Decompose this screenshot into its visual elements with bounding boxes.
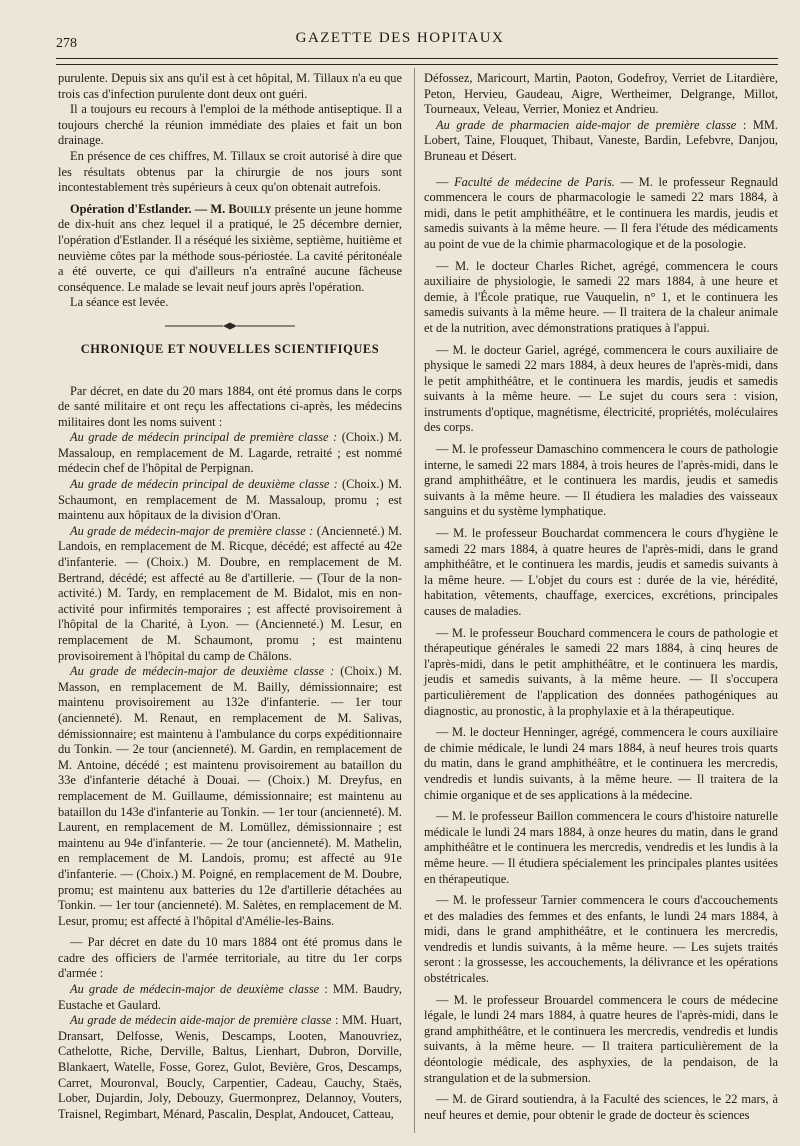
grade-label: Au grade de médecin principal de première classe : [70, 430, 338, 445]
grade-text: (Ancienneté.) M. Landois, en remplacement de M. Ricque, décédé; est affecté au 42e d'infanterie. — (Choix.) M. Doubre, en remplacement de M. Bertrand, décédé; est affecté au 8e d'artillerie. — (Tour de la non-activité.) M. Tardy, en remplacement de M. Bidalot, mis en non-activité pour infirmités temporaires ; est affecté provisoirement à l'hôpital de la Charité, à Lyon. — (Ancienneté.) M. Lesur, en remplacement de M. Schaumont, promu ; est maintenu provisoirement à l'hôpital du camp de Châlons. [58, 523, 402, 663]
paragraph-antiseptic: Il a toujours eu recours à l'emploi de la méthode antiseptique. Il a toujours cherché la réunion immédiate des plaies et fait un bon drainage. [58, 102, 402, 148]
grade-label: Au grade de médecin-major de première classe : [70, 523, 314, 538]
course-bouchard: — M. le professeur Bouchard commencera le cours de pathologie et thérapeutique générales le samedi 22 mars 1884, à cinq heures de l'après-midi, dans le petit amphithéâtre, et le continuera les mardis, jeudis et samedis suivants, à la même heure. — Il s'occupera particulièrement de l'application des données pathogéniques au diagnostic, au pronostic, à la prophylaxie et à la thérapeutique. [424, 625, 778, 718]
grade-text: : MM. Baudry, Eustache et Gaulard. [58, 982, 403, 1012]
header-rule-top [56, 58, 778, 59]
grade-label: Au grade de médecin-major de deuxième classe : [70, 664, 335, 679]
grade-text: (Choix.) M. Masson, en remplacement de M. Bailly, démissionnaire; est maintenu provisoirement au 132e d'infanterie. — 1er tour (ancienneté). M. Renaut, en remplacement de M. Salivas, démissionnaire; est maintenu à l'ambulance du corps expéditionnaire du Tonkin. — 2e tour (ancienneté). M. Gardin, en remplacement de M. Antoine, décédé ; est maintenu provisoirement au bataillon du 33e d'infanterie détaché à Douai. — (Choix.) M. Dreyfus, en remplacement de M. Guillaume, démissionnaire; est maintenu au bataillon du 143e d'infanterie au Tonkin. — 1er tour (ancienneté). M. Laurent, en remplacement de M. Lomüllez, démissionnaire ; est maintenu au 94e d'infanterie. — 2e tour (ancienneté). M. Mathelin, en remplacement de M. Landois, promu; est affecté au 91e d'infanterie. — (Choix.) M. Poigné, en remplacement de M. Doubre, promu; est maintenu aux batteries du 12e d'artillerie détachées au Tonkin. — 1er tour (ancienneté). M. Salètes, en remplacement de M. Lesur, promu; est affecté à l'hôpital d'Amélie-les-Bains. [58, 664, 402, 928]
course-richet: — M. le docteur Charles Richet, agrégé, commencera le cours auxiliaire de physiologie, le samedi 22 mars 1884, à une heure et demie, à l'École pratique, rue Vauquelin, n° 1, et le continuera les samedis suivants à la même heure. — Il traitera de la chaleur animale et de la nutrition, avec démonstrations pratiques à l'appui. [424, 258, 778, 335]
header-rule-bottom [56, 64, 778, 65]
session-closed: La séance est levée. [70, 295, 169, 310]
right-column [424, 71, 778, 1123]
section-title: CHRONIQUE ET NOUVELLES SCIENTIFIQUES [80, 341, 380, 356]
paragraph-tillaux-results: purulente. Depuis six ans qu'il est à cet hôpital, M. Tillaux n'a eu que trois cas d'infection purulente dont deux ont guéri. [58, 71, 402, 101]
running-title: GAZETTE DES HOPITAUX [295, 30, 505, 46]
course-damaschino: — M. le professeur Damaschino commencera le cours de pathologie interne, le samedi 22 mars 1884, à trois heures de l'après-midi, dans le grand amphithéâtre, et le continuera les mardis, jeudis et samedis suivants à la même heure. — Il étudiera les maladies des vaisseaux sanguins et du système lymphatique. [424, 442, 778, 519]
course-gariel: — M. le docteur Gariel, agrégé, commencera le cours auxiliaire de physique le samedi 22 mars 1884, à deux heures de l'après-midi, dans le petit amphithéâtre, et le continuera les mardis, jeudis et samedis suivants à la même heure. — Le sujet du cours sera : vision, instruments d'optique, magnétisme, électricité, propriétés, moléculaires des corps. [424, 342, 778, 435]
thesis-girard: — M. de Girard soutiendra, à la Faculté des sciences, le 22 mars, à neuf heures et demie, pour obtenir le grade de docteur ès sciences [424, 1092, 778, 1122]
paragraph-estlander [58, 202, 402, 296]
grade-text: : MM. Huart, Dransart, Delfosse, Wenis, Descamps, Looten, Manouvriez, Cathelotte, Riche, Derville, Baltus, Lienhart, Dubron, Dorville, Blankaert, Watelle, Fosse, Gorez, Gulot, Bevière, Gros, Descamps, Carret, Mouronval, Boucly, Carpentier, Cadeau, Cauchy, Staës, Lober, Dujardin, Joly, Debouzy, Guermonprez, Delannoy, Vouters, Traisnel, Regimbart, Ménard, Pascalin, Desplat, Andoucet, Catteau, [58, 1013, 402, 1121]
course-baillon: — M. le professeur Baillon commencera le cours d'histoire naturelle médicale le lundi 24 mars 1884, à onze heures du matin, dans le grand amphithéâtre et le continuera les mercredis, vendredis et les lundis à la même heure. — Il étudiera spécialement les principales plantes usitées en thérapeutique. [424, 809, 778, 886]
faculty-notice: — Faculté de médecine de Paris. — M. le professeur Regnauld commencera le cours de pharmacologie le samedi 22 mars 1884, à midi, dans le petit amphithéâtre, et le continuera les mardis, jeudis et samedis suivants à la même heure. — Il fera l'étude des médicaments au point de vue de la chimie pharmacologique et de la posologie. [424, 174, 778, 251]
estlander-author: — M. Bouilly [194, 201, 272, 216]
names-continued: Défossez, Maricourt, Martin, Paoton, Godefroy, Verriet de Litardière, Peton, Hervieu, Gaudeau, Aigre, Wertheimer, Delgrange, Millot, Tourneaux, Veleau, Verrier, Moniez et Andrieu. [424, 71, 778, 117]
paragraph-conclusion: En présence de ces chiffres, M. Tillaux se croit autorisé à dire que les résultats obtenus par la chirurgie de nos jours sont incontestablement très supérieurs à ceux qu'on obtenait autrefois. [58, 148, 402, 195]
grade-label: Au grade de médecin-major de deuxième classe [70, 982, 320, 997]
page-number: 278 [56, 36, 77, 51]
course-brouardel: — M. le professeur Brouardel commencera le cours de médecine légale, le lundi 24 mars 1884, à quatre heures de l'après-midi, dans le grand amphithéâtre, et le continuera les mercredis, vendredis et lundis suivants, à la même heure. — Il traitera particulièrement de la déontologie médicale, des asphyxies, de la pendaison, de la strangulation et de la submersion. [424, 992, 778, 1085]
grade-pharmacist [424, 118, 778, 165]
grade-major-second [58, 664, 402, 929]
column-divider [414, 68, 415, 1133]
grade-principal-second [58, 477, 402, 524]
grade-label: Au grade de médecin aide-major de première classe [70, 1013, 332, 1028]
grade-text: (Choix.) M. Schaumont, en remplacement de M. Massaloup, promu ; est maintenu aux hôpitaux de la division d'Oran. [58, 477, 402, 523]
decree-territorial: — Par décret en date du 10 mars 1884 ont été promus dans le cadre des officiers de l'armée territoriale, au titre du 1er corps d'armée : [58, 935, 402, 981]
faculty-heading: Faculté de médecine de Paris. [454, 174, 615, 189]
grade-text: (Choix.) M. Massaloup, en remplacement de M. Lagarde, retraité ; est nommé médecin chef de l'hôpital de Perpignan. [58, 430, 402, 476]
faculty-text: — M. le professeur Regnauld commencera le cours de pharmacologie le samedi 22 mars 1884, à midi, dans le petit amphithéâtre, et le continuera les mardis, jeudis et samedis suivants à la même heure. — Il fera l'étude des médicaments au point de vue de la chimie pharmacologique et de la posologie. [424, 174, 778, 251]
grade-territorial-major [58, 982, 402, 1013]
course-henninger: — M. le docteur Henninger, agrégé, commencera le cours auxiliaire de chimie médicale, le lundi 24 mars 1884, à neuf heures trois quarts du matin, dans le grand amphithéâtre, et le continuera les mercredis, vendredis et lundis suivants, à la même heure. — Il traitera de la chimie organique et de ses applications à la médecine. [424, 725, 778, 802]
estlander-text: présente un jeune homme de dix-huit ans chez lequel il a pratiqué, le 25 décembre dernier, l'opération d'Estlander. Il a réséqué les sixième, septième, huitième et neuvième côtes par la méthode sous-périostée. La cavité péritonéale a été ouverte, ce qui d'ailleurs n'a entraîné aucune fâcheuse conséquence. Le malade se levait neuf jours après l'opération. [58, 201, 402, 294]
grade-principal-first [58, 430, 402, 477]
left-column [58, 71, 402, 1122]
estlander-heading: Opération d'Estlander. [70, 201, 192, 216]
course-tarnier: — M. le professeur Tarnier commencera le cours d'accouchements et des maladies des femmes et des enfants, le lundi 24 mars 1884, à midi, dans le grand amphithéâtre, et le continuera les mercredis, vendredis et lundis suivants, à la même heure. — Les sujets traités seront : la grossesse, les accouchements, la délivrance et les opérations obstétricales. [424, 893, 778, 986]
ornament-divider [58, 321, 402, 330]
grade-text: : MM. Lobert, Taine, Flouquet, Thibaut, Vaneste, Bardin, Lefebvre, Danjou, Bruneau et Désert. [424, 117, 778, 163]
course-bouchardat: — M. le professeur Bouchardat commencera le cours d'hygiène le samedi 22 mars 1884, à quatre heures de l'après-midi, dans le grand amphithéâtre, et le continuera les mardis, jeudis et samedis suivants à la même heure. — L'objet du cours est : durée de la vie, hérédité, habitation, vêtements, chauffage, exercices, excrétions, principales causes de maladies. [424, 526, 778, 618]
decree-intro: Par décret, en date du 20 mars 1884, ont été promus dans le corps de santé militaire et ont reçu les affectations ci-après, les médecins militaires dont les noms suivent : [58, 383, 402, 429]
grade-major-first [58, 524, 402, 664]
grade-label: Au grade de médecin principal de deuxième classe : [70, 477, 338, 492]
grade-territorial-aide-major [58, 1013, 402, 1122]
grade-label: Au grade de pharmacien aide-major de première classe [436, 117, 737, 132]
